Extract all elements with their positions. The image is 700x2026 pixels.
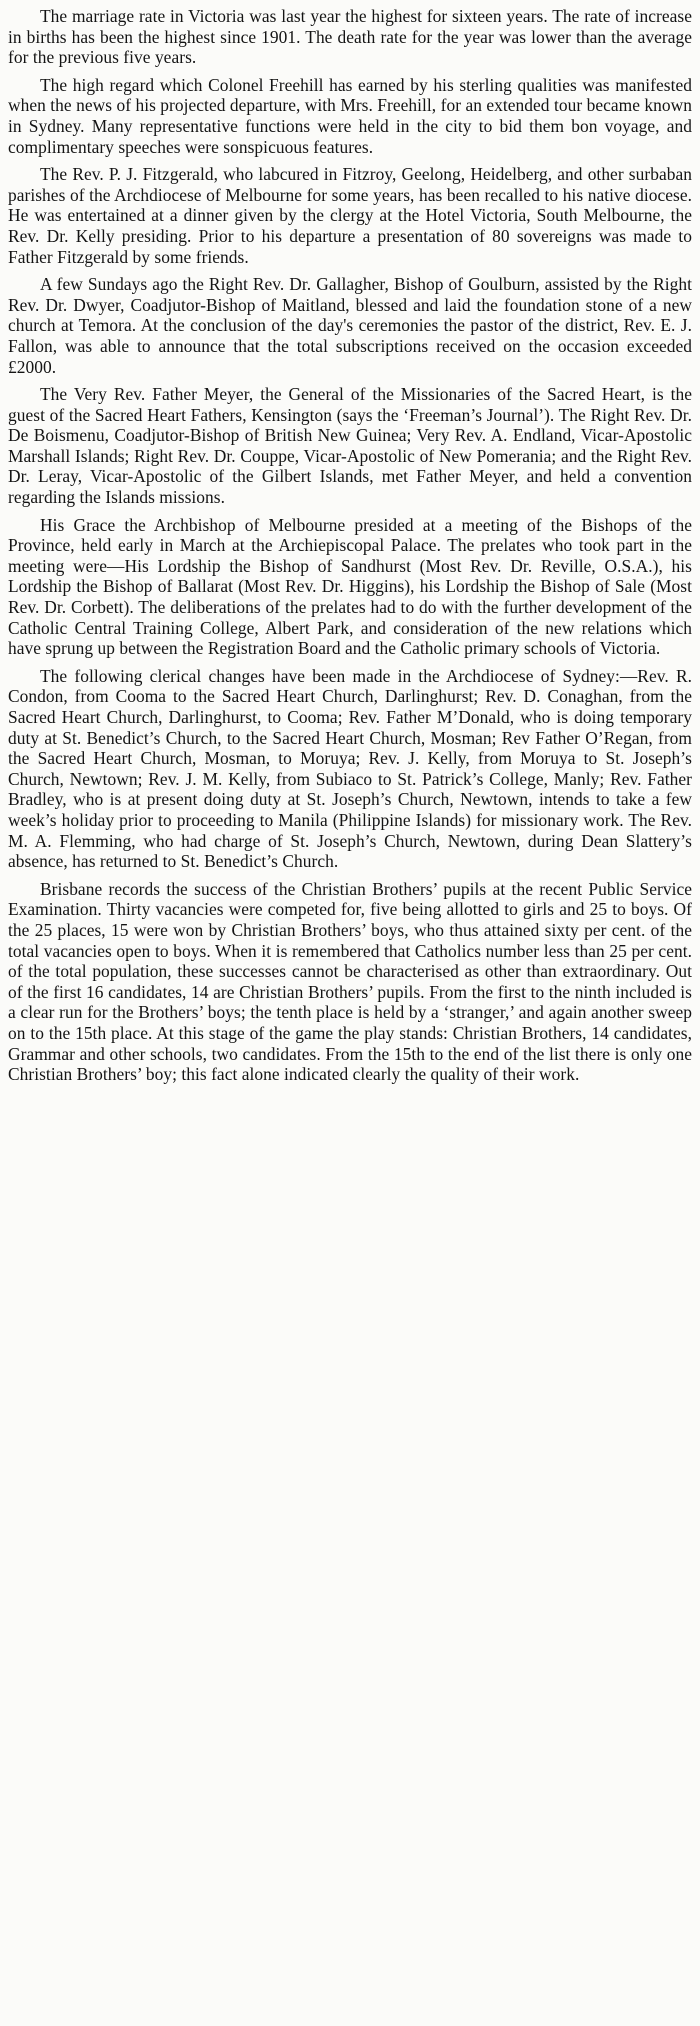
paragraph-marriage-rate: The marriage rate in Victoria was last year the highest for sixteen years. The rate of increase in births has been the highest since 1901. The death rate for the year was lower than the average for the previous five years.	[8, 6, 692, 68]
paragraph-temora-church: A few Sundays ago the Right Rev. Dr. Gallagher, Bishop of Goulburn, assisted by the Right Rev. Dr. Dwyer, Coadjutor-Bishop of Maitland, blessed and laid the foundation stone of a new church at Temora. At the conclusion of the day's ceremonies the pastor of the district, Rev. E. J. Fallon, was able to announce that the total subscriptions received on the occasion exceeded £2000.	[8, 274, 692, 377]
paragraph-colonel-freehill: The high regard which Colonel Freehill has earned by his sterling qualities was manifested when the news of his projected departure, with Mrs. Freehill, for an extended tour became known in Sydney. Many representative functions were held in the city to bid them bon voyage, and complimentary speeches were sonspicuous features.	[8, 74, 692, 157]
paragraph-clerical-changes: The following clerical changes have been made in the Archdiocese of Sydney:—Rev. R. Condon, from Cooma to the Sacred Heart Church, Darlinghurst; Rev. D. Conaghan, from the Sacred Heart Church, Darlinghurst, to Cooma; Rev. Father M’Donald, who is doing temporary duty at St. Benedict’s Church, to the Sacred Heart Church, Mosman; Rev Father O’Regan, from the Sacred Heart Church, Mosman, to Moruya; Rev. J. Kelly, from Moruya to St. Joseph’s Church, Newtown; Rev. J. M. Kelly, from Subiaco to St. Patrick’s College, Manly; Rev. Father Bradley, who is at present doing duty at St. Joseph’s Church, Newtown, intends to take a few week’s holiday prior to proceeding to Manila (Philippine Islands) for missionary work. The Rev. M. A. Flemming, who had charge of St. Joseph’s Church, Newtown, during Dean Slattery’s absence, has returned to St. Benedict’s Church.	[8, 665, 692, 872]
paragraph-bishops-meeting: His Grace the Archbishop of Melbourne presided at a meeting of the Bishops of the Province, held early in March at the Archiepiscopal Palace. The prelates who took part in the meeting were—His Lordship the Bishop of Sandhurst (Most Rev. Dr. Reville, O.S.A.), his Lordship the Bishop of Ballarat (Most Rev. Dr. Higgins), his Lordship the Bishop of Sale (Most Rev. Dr. Corbett). The deliberations of the prelates had to do with the further development of the Catholic Central Training College, Albert Park, and consideration of the new relations which have sprung up between the Registration Board and the Catholic primary schools of Victoria.	[8, 514, 692, 659]
paragraph-father-meyer: The Very Rev. Father Meyer, the General of the Missionaries of the Sacred Heart, is the guest of the Sacred Heart Fathers, Kensington (says the ‘Freeman’s Journal’). The Right Rev. Dr. De Boismenu, Coadjutor-Bishop of British New Guinea; Very Rev. A. Endland, Vicar-Apostolic Marshall Islands; Right Rev. Dr. Couppe, Vicar-Apostolic of New Pomerania; and the Right Rev. Dr. Leray, Vicar-Apostolic of the Gilbert Islands, met Father Meyer, and held a convention regarding the Islands missions.	[8, 384, 692, 508]
paragraph-christian-brothers: Brisbane records the success of the Christian Brothers’ pupils at the recent Public Service Examination. Thirty vacancies were competed for, five being allotted to girls and 25 to boys. Of the 25 places, 15 were won by Christian Brothers’ boys, who thus attained sixty per cent. of the total vacancies open to boys. When it is remembered that Catholics number less than 25 per cent. of the total population, these successes cannot be characterised as other than extraordinary. Out of the first 16 candidates, 14 are Christian Brothers’ pupils. From the first to the ninth included is a clear run for the Brothers’ boys; the tenth place is held by a ‘stranger,’ and again another sweep on to the 15th place. At this stage of the game the play stands: Christian Brothers, 14 candidates, Grammar and other schools, two candidates. From the 15th to the end of the list there is only one Christian Brothers’ boy; this fact alone indicated clearly the quality of their work.	[8, 878, 692, 1085]
paragraph-rev-fitzgerald: The Rev. P. J. Fitzgerald, who labcured in Fitzroy, Geelong, Heidelberg, and other surbaban parishes of the Archdiocese of Melbourne for some years, has been recalled to his native diocese. He was entertained at a dinner given by the clergy at the Hotel Victoria, South Melbourne, the Rev. Dr. Kelly presiding. Prior to his departure a presentation of 80 sovereigns was made to Father Fitzgerald by some friends.	[8, 164, 692, 267]
news-column	[8, 6, 692, 1085]
